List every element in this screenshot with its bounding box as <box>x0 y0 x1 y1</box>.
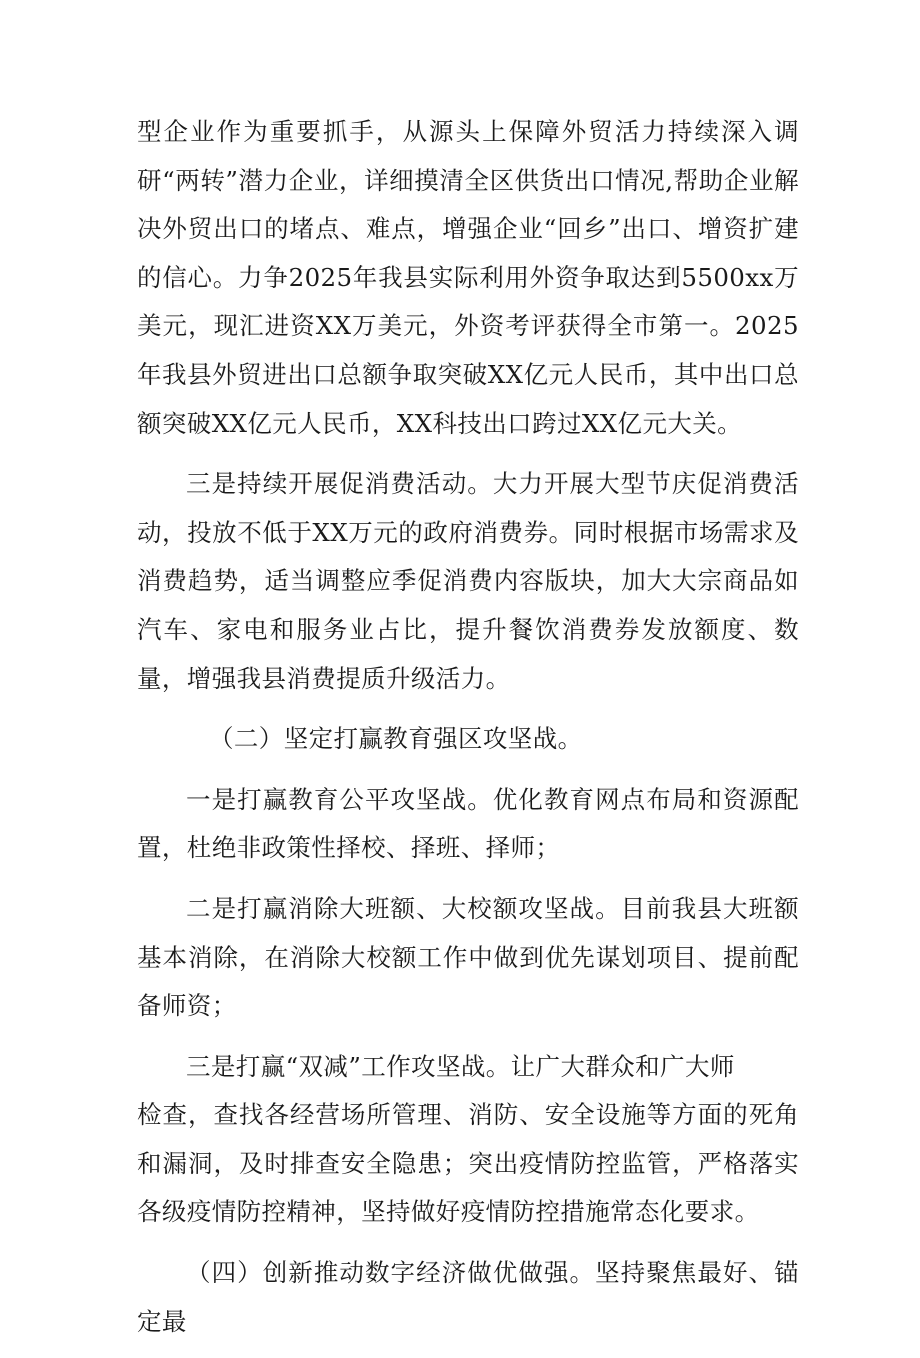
paragraph-consumption: 三是持续开展促消费活动。大力开展大型节庆促消费活动，投放不低于XX万元的政府消费券。同时根据市场需求及消费趋势，适当调整应季促消费内容版块，加大大宗商品如汽车、家电和服务业占比，提升餐饮消费券发放额度、数量，增强我县消费提质升级活力。 <box>137 469 799 693</box>
document-body <box>137 108 799 1358</box>
paragraph-safety-inspection: 检查，查找各经营场所管理、消防、安全设施等方面的死角和漏洞，及时排查安全隐患；突出疫情防控监管，严格落实各级疫情防控精神，坚持做好疫情防控措施常态化要求。 <box>137 1100 799 1227</box>
section-heading-digital-economy: （四）创新推动数字经济做优做强。坚持聚焦最好、锚定最 <box>137 1258 799 1336</box>
section-heading-education: （二）坚定打赢教育强区攻坚战。 <box>209 724 583 754</box>
paragraph-foreign-trade: 型企业作为重要抓手，从源头上保障外贸活力持续深入调研“两转”潜力企业，详细摸清全区供货出口情况,帮助企业解决外贸出口的堵点、难点，增强企业“回乡”出口、增资扩建的信心。力争2025年我县实际利用外资争取达到5500xx万美元，现汇进资XX万美元，外资考评获得全市第一。2025年我县外贸进出口总额争取突破XX亿元人民币，其中出口总额突破XX亿元人民币，XX科技出口跨过XX亿元大关。 <box>137 117 799 438</box>
paragraph-education-fairness: 一是打赢教育公平攻坚战。优化教育网点布局和资源配置，杜绝非政策性择校、择班、择师； <box>137 784 799 863</box>
paragraph-class-size: 二是打赢消除大班额、大校额攻坚战。目前我县大班额基本消除，在消除大校额工作中做到优先谋划项目、提前配备师资； <box>137 893 799 1021</box>
paragraph-double-reduction: 三是打赢“双减”工作攻坚战。让广大群众和广大师 <box>186 1051 735 1081</box>
